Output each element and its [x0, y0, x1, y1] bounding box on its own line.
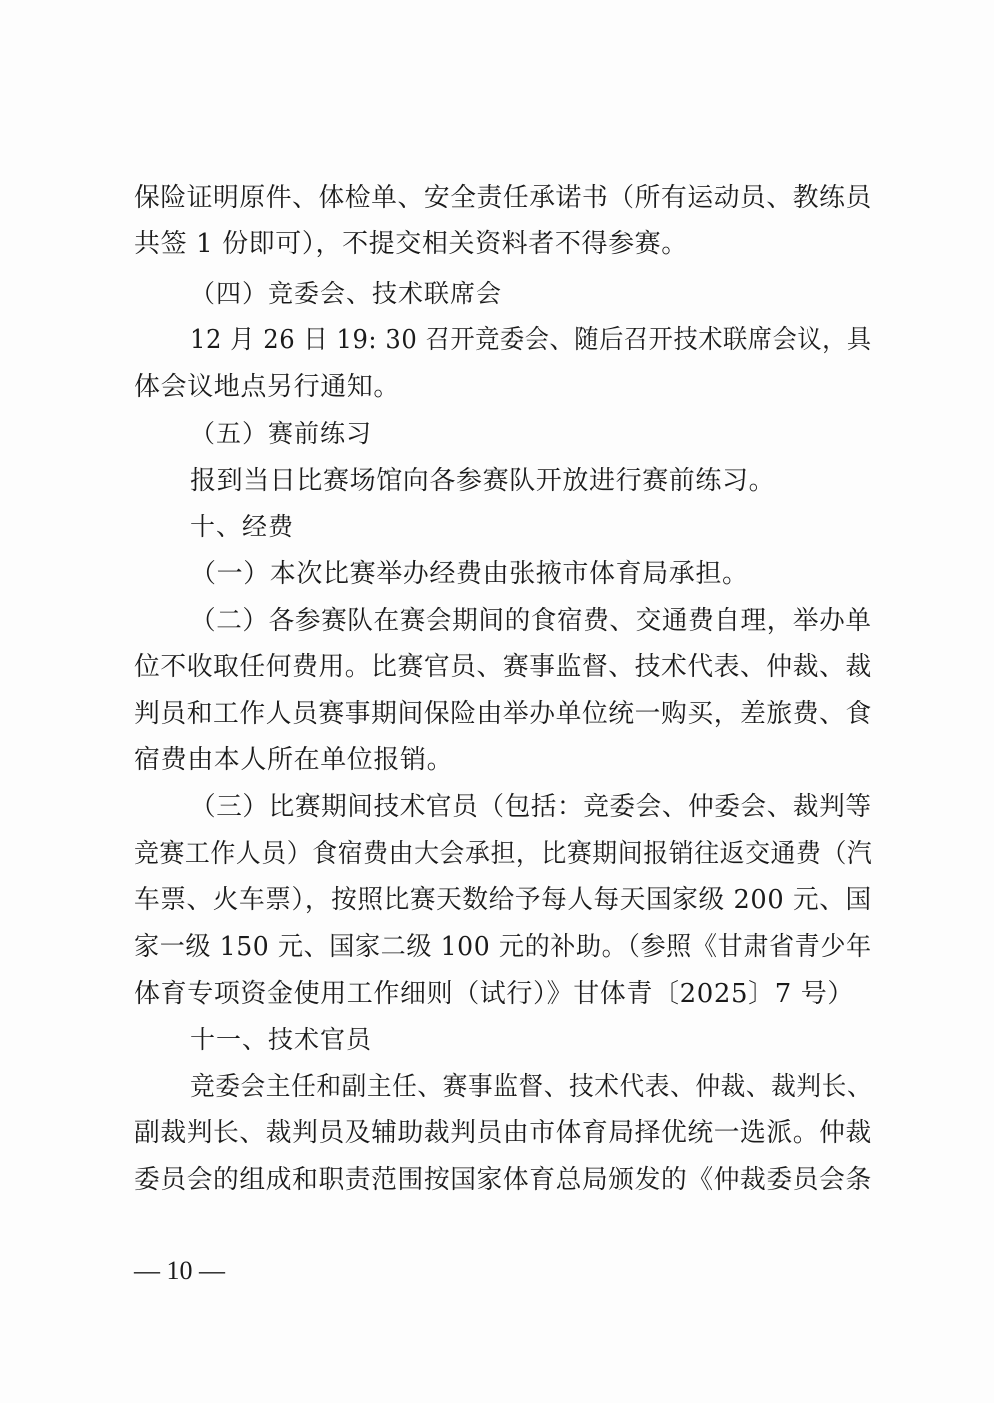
body-line: 宿费由本人所在单位报销。	[134, 745, 454, 775]
body-line: 副裁判长、裁判员及辅助裁判员由市体育局择优统一选派。仲裁	[134, 1118, 872, 1148]
body-line: 体会议地点另行通知。	[134, 372, 401, 402]
section-heading-4: （四）竞委会、技术联席会	[190, 279, 503, 308]
body-line: 竞委会主任和副主任、赛事监督、技术代表、仲裁、裁判长、	[190, 1072, 873, 1102]
section-heading-5: （五）赛前练习	[190, 419, 373, 448]
body-line: 12 月 26 日 19: 30 召开竞委会、随后召开技术联席会议，具	[190, 325, 872, 355]
body-line: （三）比赛期间技术官员（包括：竞委会、仲委会、裁判等	[190, 792, 872, 822]
body-line: （一）本次比赛举办经费由张掖市体育局承担。	[190, 559, 749, 589]
body-line: 共签 1 份即可），不提交相关资料者不得参赛。	[134, 229, 688, 259]
page-number: — 10 —	[134, 1256, 225, 1285]
body-line: 委员会的组成和职责范围按国家体育总局颁发的《仲裁委员会条	[134, 1165, 872, 1195]
body-line: 报到当日比赛场馆向各参赛队开放进行赛前练习。	[190, 466, 776, 496]
body-line: 位不收取任何费用。比赛官员、赛事监督、技术代表、仲裁、裁	[134, 652, 872, 682]
body-line: 体育专项资金使用工作细则（试行）》甘体青〔2025〕7 号）	[134, 979, 854, 1009]
body-line: 车票、火车票），按照比赛天数给予每人每天国家级 200 元、国	[134, 885, 872, 915]
body-line: 竞赛工作人员）食宿费由大会承担，比赛期间报销往返交通费（汽	[134, 839, 873, 869]
body-line: 保险证明原件、体检单、安全责任承诺书（所有运动员、教练员	[134, 183, 872, 213]
chapter-heading-funding: 十、经费	[190, 512, 295, 541]
body-line: （二）各参赛队在赛会期间的食宿费、交通费自理，举办单	[190, 606, 872, 636]
chapter-heading-officials: 十一、技术官员	[190, 1025, 373, 1054]
body-line: 判员和工作人员赛事期间保险由举办单位统一购买，差旅费、食	[134, 699, 872, 729]
body-line: 家一级 150 元、国家二级 100 元的补助。（参照《甘肃省青少年	[134, 932, 872, 962]
